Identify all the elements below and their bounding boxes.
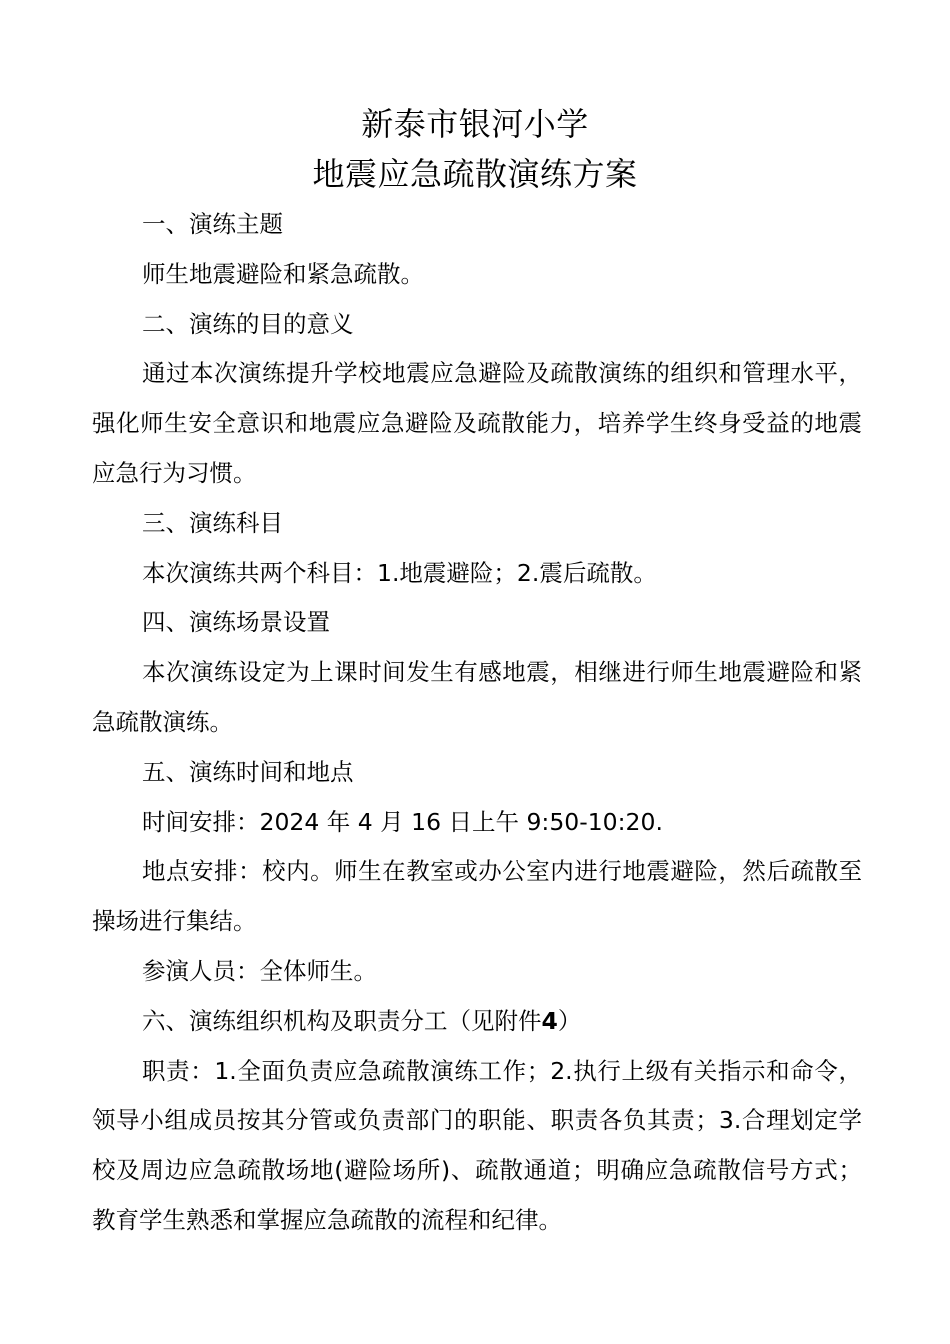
paragraph-time: 时间安排：2024 年 4 月 16 日上午 9:50-10:20. xyxy=(142,807,663,836)
document-body xyxy=(92,200,862,1246)
document-title-plan: 地震应急疏散演练方案 xyxy=(312,155,638,193)
paragraph-participants: 参演人员：全体师生。 xyxy=(142,956,377,985)
paragraph-subjects: 本次演练共两个科目：1.地震避险；2.震后疏散。 xyxy=(142,558,657,587)
paragraph-place: 地点安排：校内。师生在教室或办公室内进行地震避险，然后疏散至操场进行集结。 xyxy=(92,857,862,936)
section-heading-scenario: 四、演练场景设置 xyxy=(142,608,330,637)
section-heading-subjects: 三、演练科目 xyxy=(142,508,283,537)
section-heading-time-place: 五、演练时间和地点 xyxy=(142,757,354,786)
section-heading-theme: 一、演练主题 xyxy=(142,210,283,238)
paragraph-purpose: 通过本次演练提升学校地震应急避险及疏散演练的组织和管理水平，强化师生安全意识和地震应急避险及疏散能力，培养学生终身受益的地震应急行为习惯。 xyxy=(92,359,862,487)
organization-heading-close: ） xyxy=(557,1006,582,1035)
organization-heading-text: 六、演练组织机构及职责分工（见附件 xyxy=(142,1006,542,1035)
section-heading-purpose: 二、演练的目的意义 xyxy=(142,309,354,338)
paragraph-scenario: 本次演练设定为上课时间发生有感地震，相继进行师生地震避险和紧急疏散演练。 xyxy=(92,658,862,736)
attachment-number: 4 xyxy=(541,1006,558,1035)
paragraph-theme: 师生地震避险和紧急疏散。 xyxy=(142,259,424,288)
document-title-school: 新泰市银河小学 xyxy=(361,105,589,143)
paragraph-duties: 职责：1.全面负责应急疏散演练工作；2.执行上级有关指示和命令，领导小组成员按其分管或负责部门的职能、职责各负其责；3.合理划定学校及周边应急疏散场地(避险场所)、疏散通道；明确应急疏散信号方式；教育学生熟悉和掌握应急疏散的流程和纪律。 xyxy=(92,1056,862,1234)
section-heading-organization xyxy=(92,997,862,1047)
